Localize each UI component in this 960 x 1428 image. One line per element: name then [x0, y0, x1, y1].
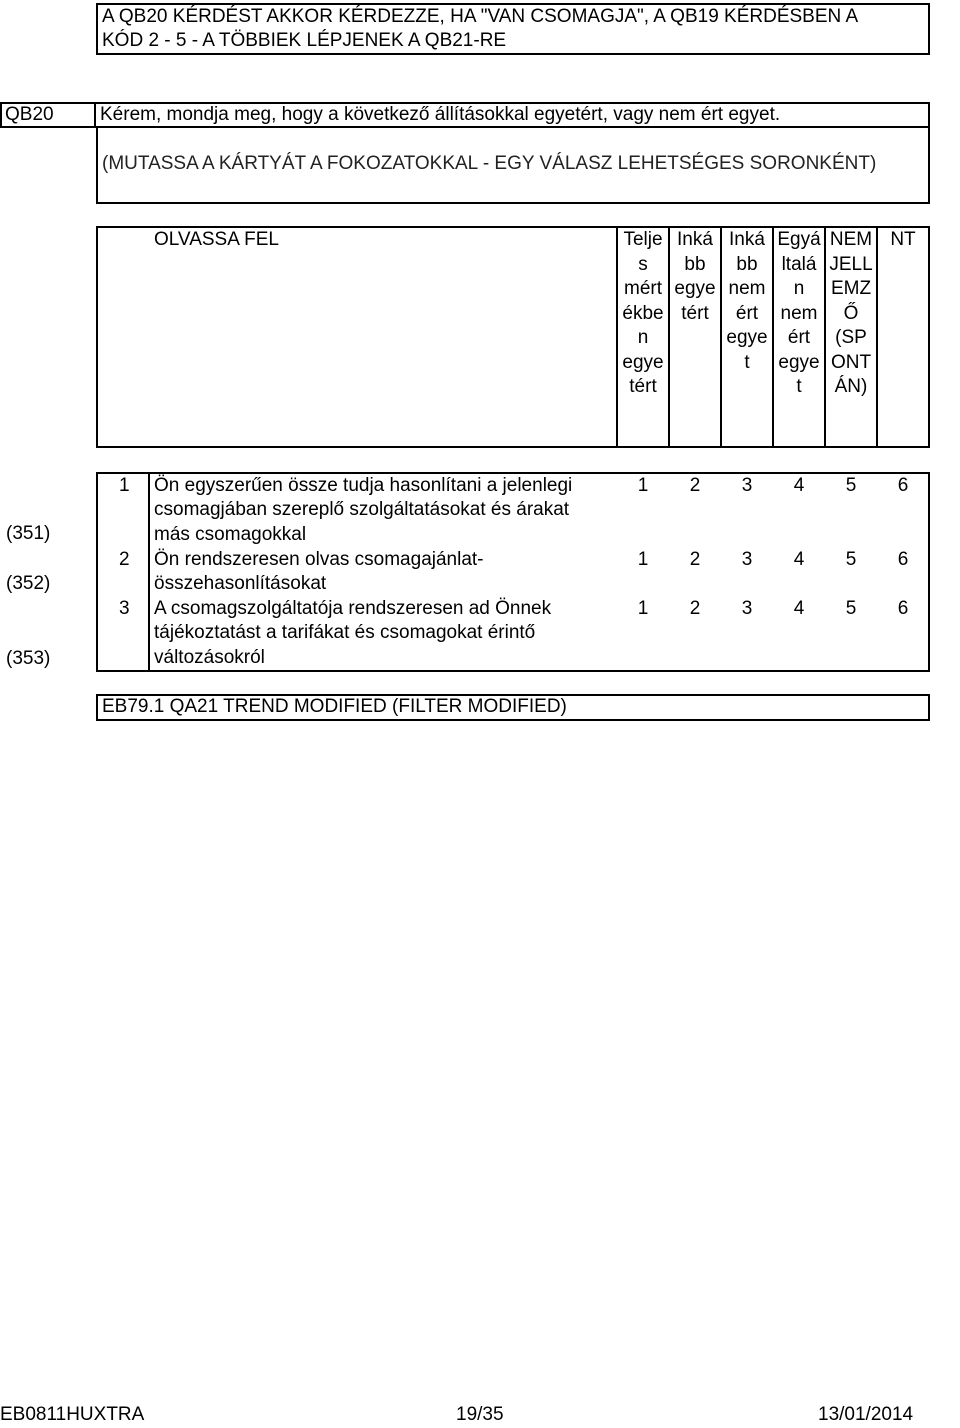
item-2-line-2: összehasonlításokat — [154, 573, 327, 594]
item-3-line-1: A csomagszolgáltatója rendszeresen ad Önnek — [154, 598, 552, 619]
item-1-code-6[interactable]: 6 — [897, 475, 909, 496]
item-2-number: 2 — [119, 549, 130, 570]
footer-date: 13/01/2014 — [818, 1404, 914, 1425]
item-1-code-1[interactable]: 1 — [637, 475, 649, 496]
footer-doc-id: EB0811HUXTRA — [0, 1404, 145, 1425]
instruction-text: (MUTASSA A KÁRTYÁT A FOKOZATOKKAL - EGY VÁLASZ LEHETSÉGES SORONKÉNT) — [102, 153, 877, 174]
col-header-4: Egyá ltalá n nem ért egye t — [777, 229, 821, 397]
item-1-code-4[interactable]: 4 — [793, 475, 805, 496]
item-1-line-1: Ön egyszerűen össze tudja hasonlítani a jelenlegi — [154, 475, 573, 496]
item-2-code-3[interactable]: 3 — [741, 549, 753, 570]
item-3-code-6[interactable]: 6 — [897, 598, 909, 619]
item-2-code-5[interactable]: 5 — [845, 549, 857, 570]
item-3-code-3[interactable]: 3 — [741, 598, 753, 619]
item-3-code-2[interactable]: 2 — [689, 598, 701, 619]
item-3-code-1[interactable]: 1 — [637, 598, 649, 619]
question-code: QB20 — [5, 104, 54, 125]
item-2-code-2[interactable]: 2 — [689, 549, 701, 570]
trend-note: EB79.1 QA21 TREND MODIFIED (FILTER MODIFIED) — [102, 696, 567, 717]
item-2-code-4[interactable]: 4 — [793, 549, 805, 570]
item-1-var: (351) — [6, 523, 51, 544]
footer-page-number: 19/35 — [456, 1404, 504, 1425]
col-header-6: NT — [890, 229, 916, 250]
col-header-1: Telje s mért ékbe n egye tért — [622, 229, 664, 397]
filter-note-line-2: KÓD 2 - 5 - A TÖBBIEK LÉPJENEK A QB21-RE — [102, 30, 507, 51]
item-2-line-1: Ön rendszeresen olvas csomagajánlat- — [154, 549, 484, 570]
filter-note-line-1: A QB20 KÉRDÉST AKKOR KÉRDEZZE, HA "VAN CSOMAGJA", A QB19 KÉRDÉSBEN A — [102, 6, 859, 27]
item-2-code-6[interactable]: 6 — [897, 549, 909, 570]
question-text: Kérem, mondja meg, hogy a következő állításokkal egyetért, vagy nem ért egyet. — [100, 104, 781, 125]
col-header-3: Inká bb nem ért egye t — [726, 229, 768, 373]
read-out-label: OLVASSA FEL — [154, 229, 279, 250]
item-3-var: (353) — [6, 648, 51, 669]
item-3-code-5[interactable]: 5 — [845, 598, 857, 619]
item-2-code-1[interactable]: 1 — [637, 549, 649, 570]
item-1-code-5[interactable]: 5 — [845, 475, 857, 496]
item-3-number: 3 — [119, 598, 130, 619]
item-3-line-3: változásokról — [154, 647, 265, 668]
item-1-number: 1 — [119, 475, 130, 496]
item-2-var: (352) — [6, 573, 51, 594]
col-header-5: NEM JELL EMZ Ő (SP ONT ÁN) — [829, 229, 873, 397]
item-1-code-3[interactable]: 3 — [741, 475, 753, 496]
col-header-2: Inká bb egye tért — [674, 229, 716, 324]
item-1-line-2: csomagjában szereplő szolgáltatásokat és árakat — [154, 499, 570, 520]
item-1-line-3: más csomagokkal — [154, 524, 307, 545]
item-3-line-2: tájékoztatást a tarifákat és csomagokat érintő — [154, 622, 536, 643]
item-1-code-2[interactable]: 2 — [689, 475, 701, 496]
item-3-code-4[interactable]: 4 — [793, 598, 805, 619]
